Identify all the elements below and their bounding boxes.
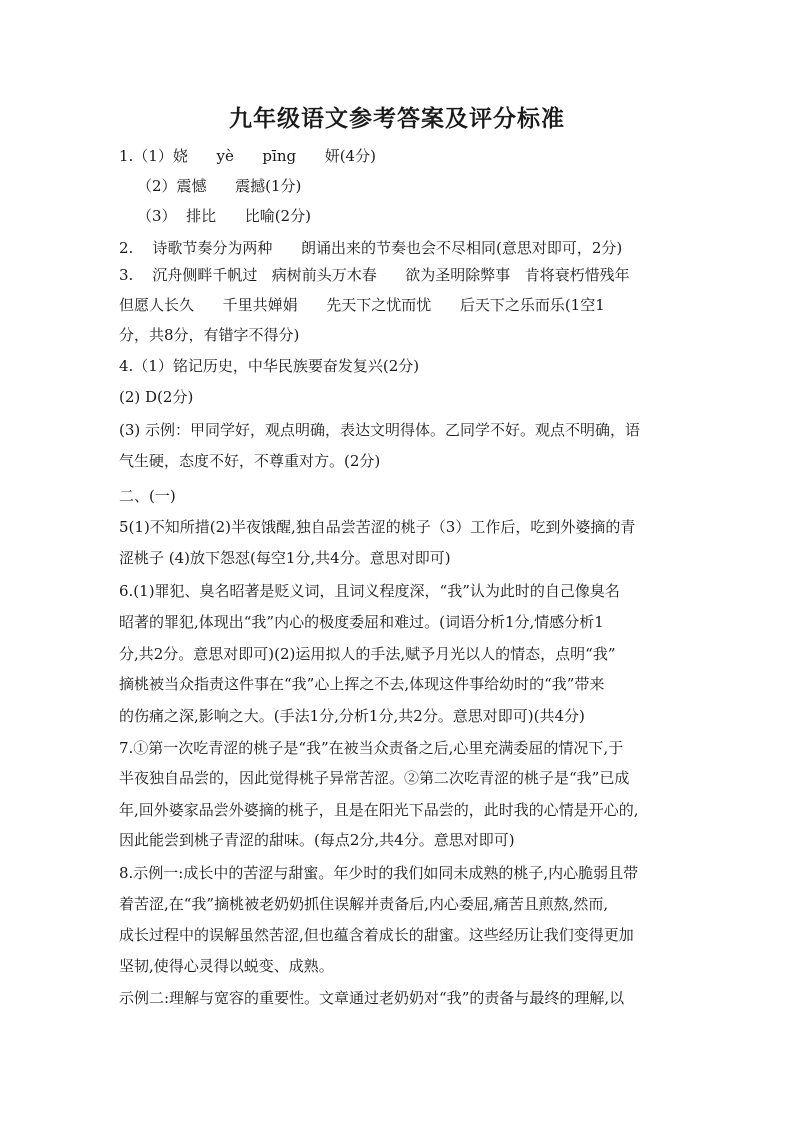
answer-line: 4.（1）铭记历史，中华民族要奋发复兴(2分)	[119, 357, 420, 375]
answer-line: 成长过程中的误解虽然苦涩,但也蕴含着成长的甜蜜。这些经历让我们变得更加	[119, 926, 634, 944]
answer-line: 半夜独自品尝的，因此觉得桃子异常苦涩。②第二次吃青涩的桃子是“我”已成	[119, 769, 630, 787]
answer-line: (3) 示例：甲同学好，观点明确，表达文明得体。乙同学不好。观点不明确，语	[119, 421, 641, 439]
answer-line: 涩桃子 (4)放下怨怼(每空1分,共4分。意思对即可)	[119, 549, 451, 567]
answer-line: 2. 诗歌节奏分为两种 朗诵出来的节奏也会不尽相同(意思对即可，2分)	[119, 239, 623, 257]
answer-line: 示例二:理解与宽容的重要性。文章通过老奶奶对“我”的责备与最终的理解,以	[119, 989, 625, 1007]
answer-line: 6.(1)罪犯、臭名昭著是贬义词，且词义程度深，“我”认为此时的自己像臭名	[119, 582, 620, 600]
answer-line: (2) D(2分)	[119, 388, 194, 406]
answer-line: 5(1)不知所措(2)半夜饿醒,独自品尝苦涩的桃子（3）工作后，吃到外婆摘的青	[119, 518, 636, 536]
answer-line: 着苦涩,在“我”摘桃被老奶奶抓住误解并责备后,内心委屈,痛苦且煎熬,然而,	[119, 895, 609, 913]
answer-line: 气生硬，态度不好，不尊重对方。(2分)	[119, 452, 381, 470]
answer-line: 分，共8分，有错字不得分)	[119, 326, 300, 344]
answer-line: 的伤痛之深,影响之大。(手法1分,分析1分,共2分。意思对即可)(共4分)	[119, 707, 585, 725]
answer-line: 昭著的罪犯,体现出“我”内心的极度委屈和难过。(词语分析1分,情感分析1	[119, 613, 604, 631]
section-heading: 二、(一)	[119, 487, 176, 505]
answer-line: 7.①第一次吃青涩的桃子是“我”在被当众责备之后,心里充满委屈的情况下,于	[119, 739, 624, 757]
answer-line: 但愿人长久 千里共婵娟 先天下之忧而忧 后天下之乐而乐(1空1	[119, 296, 605, 314]
page-title: 九年级语文参考答案及评分标准	[229, 105, 565, 132]
answer-line: 年,回外婆家品尝外婆摘的桃子，且是在阳光下品尝的，此时我的心情是开心的,	[119, 801, 639, 819]
answer-line: （2）震憾 震撼(1分)	[137, 177, 302, 195]
answer-line: （3） 排比 比喻(2分)	[137, 207, 311, 225]
answer-line: 8.示例一:成长中的苦涩与甜蜜。年少时的我们如同未成熟的桃子,内心脆弱且带	[119, 864, 639, 882]
answer-line: 因此能尝到桃子青涩的甜味。(每点2分,共4分。意思对即可)	[119, 831, 515, 849]
answer-line: 摘桃被当众指责这件事在“我”心上挥之不去,体现这件事给幼时的“我”带来	[119, 675, 605, 693]
answer-line: 1.（1）娆 yè pīng 妍(4分)	[119, 147, 376, 165]
answer-line: 3. 沉舟侧畔千帆过 病树前头万木春 欲为圣明除弊事 肯将衰朽惜残年	[119, 266, 630, 284]
answer-line: 分,共2分。意思对即可)(2)运用拟人的手法,赋予月光以人的情态，点明“我”	[119, 645, 616, 663]
answer-line: 坚韧,使得心灵得以蜕变、成熟。	[119, 957, 334, 975]
